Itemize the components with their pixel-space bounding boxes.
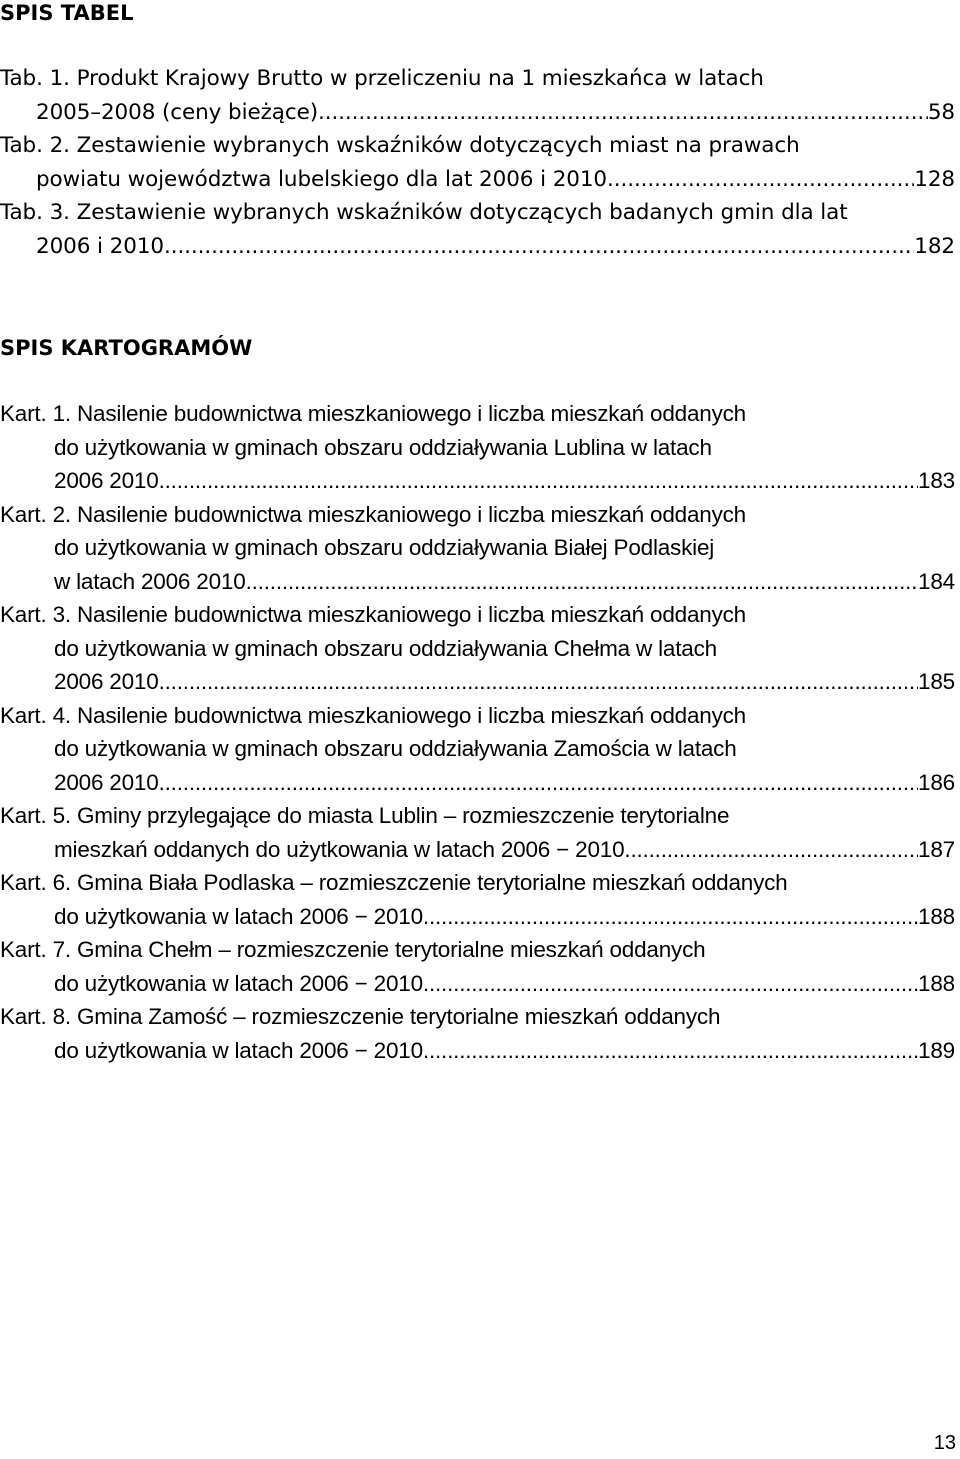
toc-entry-text: Kart. 5. Gminy przylegające do miasta Lublin – rozmieszczenie terytorialne (0, 803, 730, 828)
toc-entry-line (0, 900, 955, 934)
toc-entry-kart-2[interactable] (0, 498, 955, 599)
toc-entry-line (0, 1000, 955, 1034)
maps-list-heading: SPIS KARTOGRAMÓW (0, 336, 253, 360)
maps-list (0, 397, 955, 1067)
toc-entry-text: Kart. 7. Gmina Chełm – rozmieszczenie terytorialne mieszkań oddanych (0, 937, 706, 962)
toc-page-number: 182 (914, 233, 955, 259)
dot-leader (325, 96, 928, 130)
toc-entry-line (0, 766, 955, 800)
toc-entry-line (0, 732, 955, 766)
toc-entry-text: Tab. 2. Zestawienie wybranych wskaźników dotyczących miast na prawach (0, 133, 800, 158)
toc-entry-text: do użytkowania w gminach obszaru oddziaływania Chełma w latach (54, 635, 717, 661)
toc-entry-line (0, 1034, 955, 1068)
toc-entry-line (0, 665, 955, 699)
toc-entry-line (0, 531, 955, 565)
toc-entry-tab-1[interactable] (0, 62, 955, 129)
toc-entry-text: Tab. 3. Zestawienie wybranych wskaźników dotyczących badanych gmin dla lat (0, 200, 848, 225)
toc-entry-line (0, 129, 955, 163)
toc-entry-text: Tab. 1. Produkt Krajowy Brutto w przeliczeniu na 1 mieszkańca w latach (0, 66, 764, 91)
toc-entry-text: Kart. 3. Nasilenie budownictwa mieszkaniowego i liczba mieszkań oddanych (0, 602, 746, 627)
toc-entry-text: Kart. 1. Nasilenie budownictwa mieszkaniowego i liczba mieszkań oddanych (0, 401, 746, 426)
toc-entry-line (0, 163, 955, 197)
toc-page-number: 183 (918, 468, 955, 493)
toc-entry-text: Kart. 8. Gmina Zamość – rozmieszczenie terytorialne mieszkań oddanych (0, 1004, 721, 1029)
toc-page-number: 186 (918, 769, 955, 795)
toc-entry-kart-1[interactable] (0, 397, 955, 498)
toc-entry-text: do użytkowania w gminach obszaru oddziaływania Białej Podlaskiej (54, 535, 715, 560)
toc-entry-text: w latach 2006 2010 (54, 568, 246, 594)
toc-entry-line (0, 632, 955, 666)
toc-entry-line (0, 464, 955, 498)
dot-leader (246, 565, 918, 599)
toc-page-number: 188 (918, 903, 955, 929)
toc-entry-line (0, 62, 955, 96)
toc-entry-line (0, 230, 955, 264)
dot-leader (159, 464, 918, 498)
toc-entry-text: do użytkowania w gminach obszaru oddziaływania Zamościa w latach (54, 736, 737, 761)
toc-entry-text: 2005–2008 (ceny bieżące). (36, 99, 325, 125)
toc-entry-line (0, 598, 955, 632)
page-number: 13 (933, 1432, 956, 1454)
toc-entry-line (0, 799, 955, 833)
toc-entry-kart-6[interactable] (0, 866, 955, 933)
toc-entry-text: do użytkowania w latach 2006 − 2010 (54, 903, 423, 929)
dot-leader (423, 967, 918, 1001)
toc-entry-text: mieszkań oddanych do użytkowania w latach 2006 − 2010 (54, 836, 625, 862)
toc-entry-line (0, 866, 955, 900)
toc-entry-kart-4[interactable] (0, 699, 955, 800)
toc-page-number: 188 (918, 970, 955, 996)
tables-list-heading: SPIS TABEL (0, 1, 134, 25)
toc-entry-line (0, 498, 955, 532)
toc-entry-kart-5[interactable] (0, 799, 955, 866)
toc-page-number: 58 (927, 99, 955, 125)
toc-entry-text: do użytkowania w gminach obszaru oddziaływania Lublina w latach (54, 434, 712, 460)
toc-entry-text: 2006 2010 (54, 468, 159, 493)
toc-page-number: 185 (918, 669, 955, 694)
toc-entry-text: Kart. 2. Nasilenie budownictwa mieszkaniowego i liczba mieszkań oddanych (0, 501, 746, 527)
toc-entry-text: 2006 i 2010. (36, 233, 171, 259)
dot-leader (624, 833, 918, 867)
toc-entry-text: Kart. 4. Nasilenie budownictwa mieszkaniowego i liczba mieszkań oddanych (0, 702, 746, 728)
toc-entry-text: powiatu województwa lubelskiego dla lat 2006 i 2010. (36, 166, 614, 192)
dot-leader (159, 766, 918, 800)
toc-page-number: 184 (918, 568, 955, 594)
toc-entry-kart-7[interactable] (0, 933, 955, 1000)
dot-leader (423, 900, 918, 934)
toc-entry-tab-3[interactable] (0, 196, 955, 263)
tables-list (0, 62, 955, 263)
toc-entry-line (0, 96, 955, 130)
toc-entry-text: 2006 2010 (54, 669, 159, 694)
toc-entry-line (0, 967, 955, 1001)
toc-entry-text: Kart. 6. Gmina Biała Podlaska – rozmieszczenie terytorialne mieszkań oddanych (0, 870, 788, 895)
dot-leader (423, 1034, 918, 1068)
toc-entry-line (0, 933, 955, 967)
toc-entry-tab-2[interactable] (0, 129, 955, 196)
dot-leader (614, 163, 915, 197)
dot-leader (159, 665, 918, 699)
toc-entry-line (0, 431, 955, 465)
toc-entry-line (0, 565, 955, 599)
toc-entry-line (0, 397, 955, 431)
toc-entry-line (0, 833, 955, 867)
toc-entry-text: 2006 2010 (54, 769, 159, 795)
toc-entry-line (0, 699, 955, 733)
toc-entry-text: do użytkowania w latach 2006 − 2010 (54, 970, 423, 996)
toc-page-number: 128 (914, 166, 955, 192)
toc-entry-text: do użytkowania w latach 2006 − 2010 (54, 1037, 423, 1063)
toc-page-number: 189 (918, 1037, 955, 1063)
toc-page-number: 187 (918, 836, 955, 862)
toc-entry-kart-8[interactable] (0, 1000, 955, 1067)
toc-entry-line (0, 196, 955, 230)
dot-leader (171, 230, 915, 264)
toc-entry-kart-3[interactable] (0, 598, 955, 699)
